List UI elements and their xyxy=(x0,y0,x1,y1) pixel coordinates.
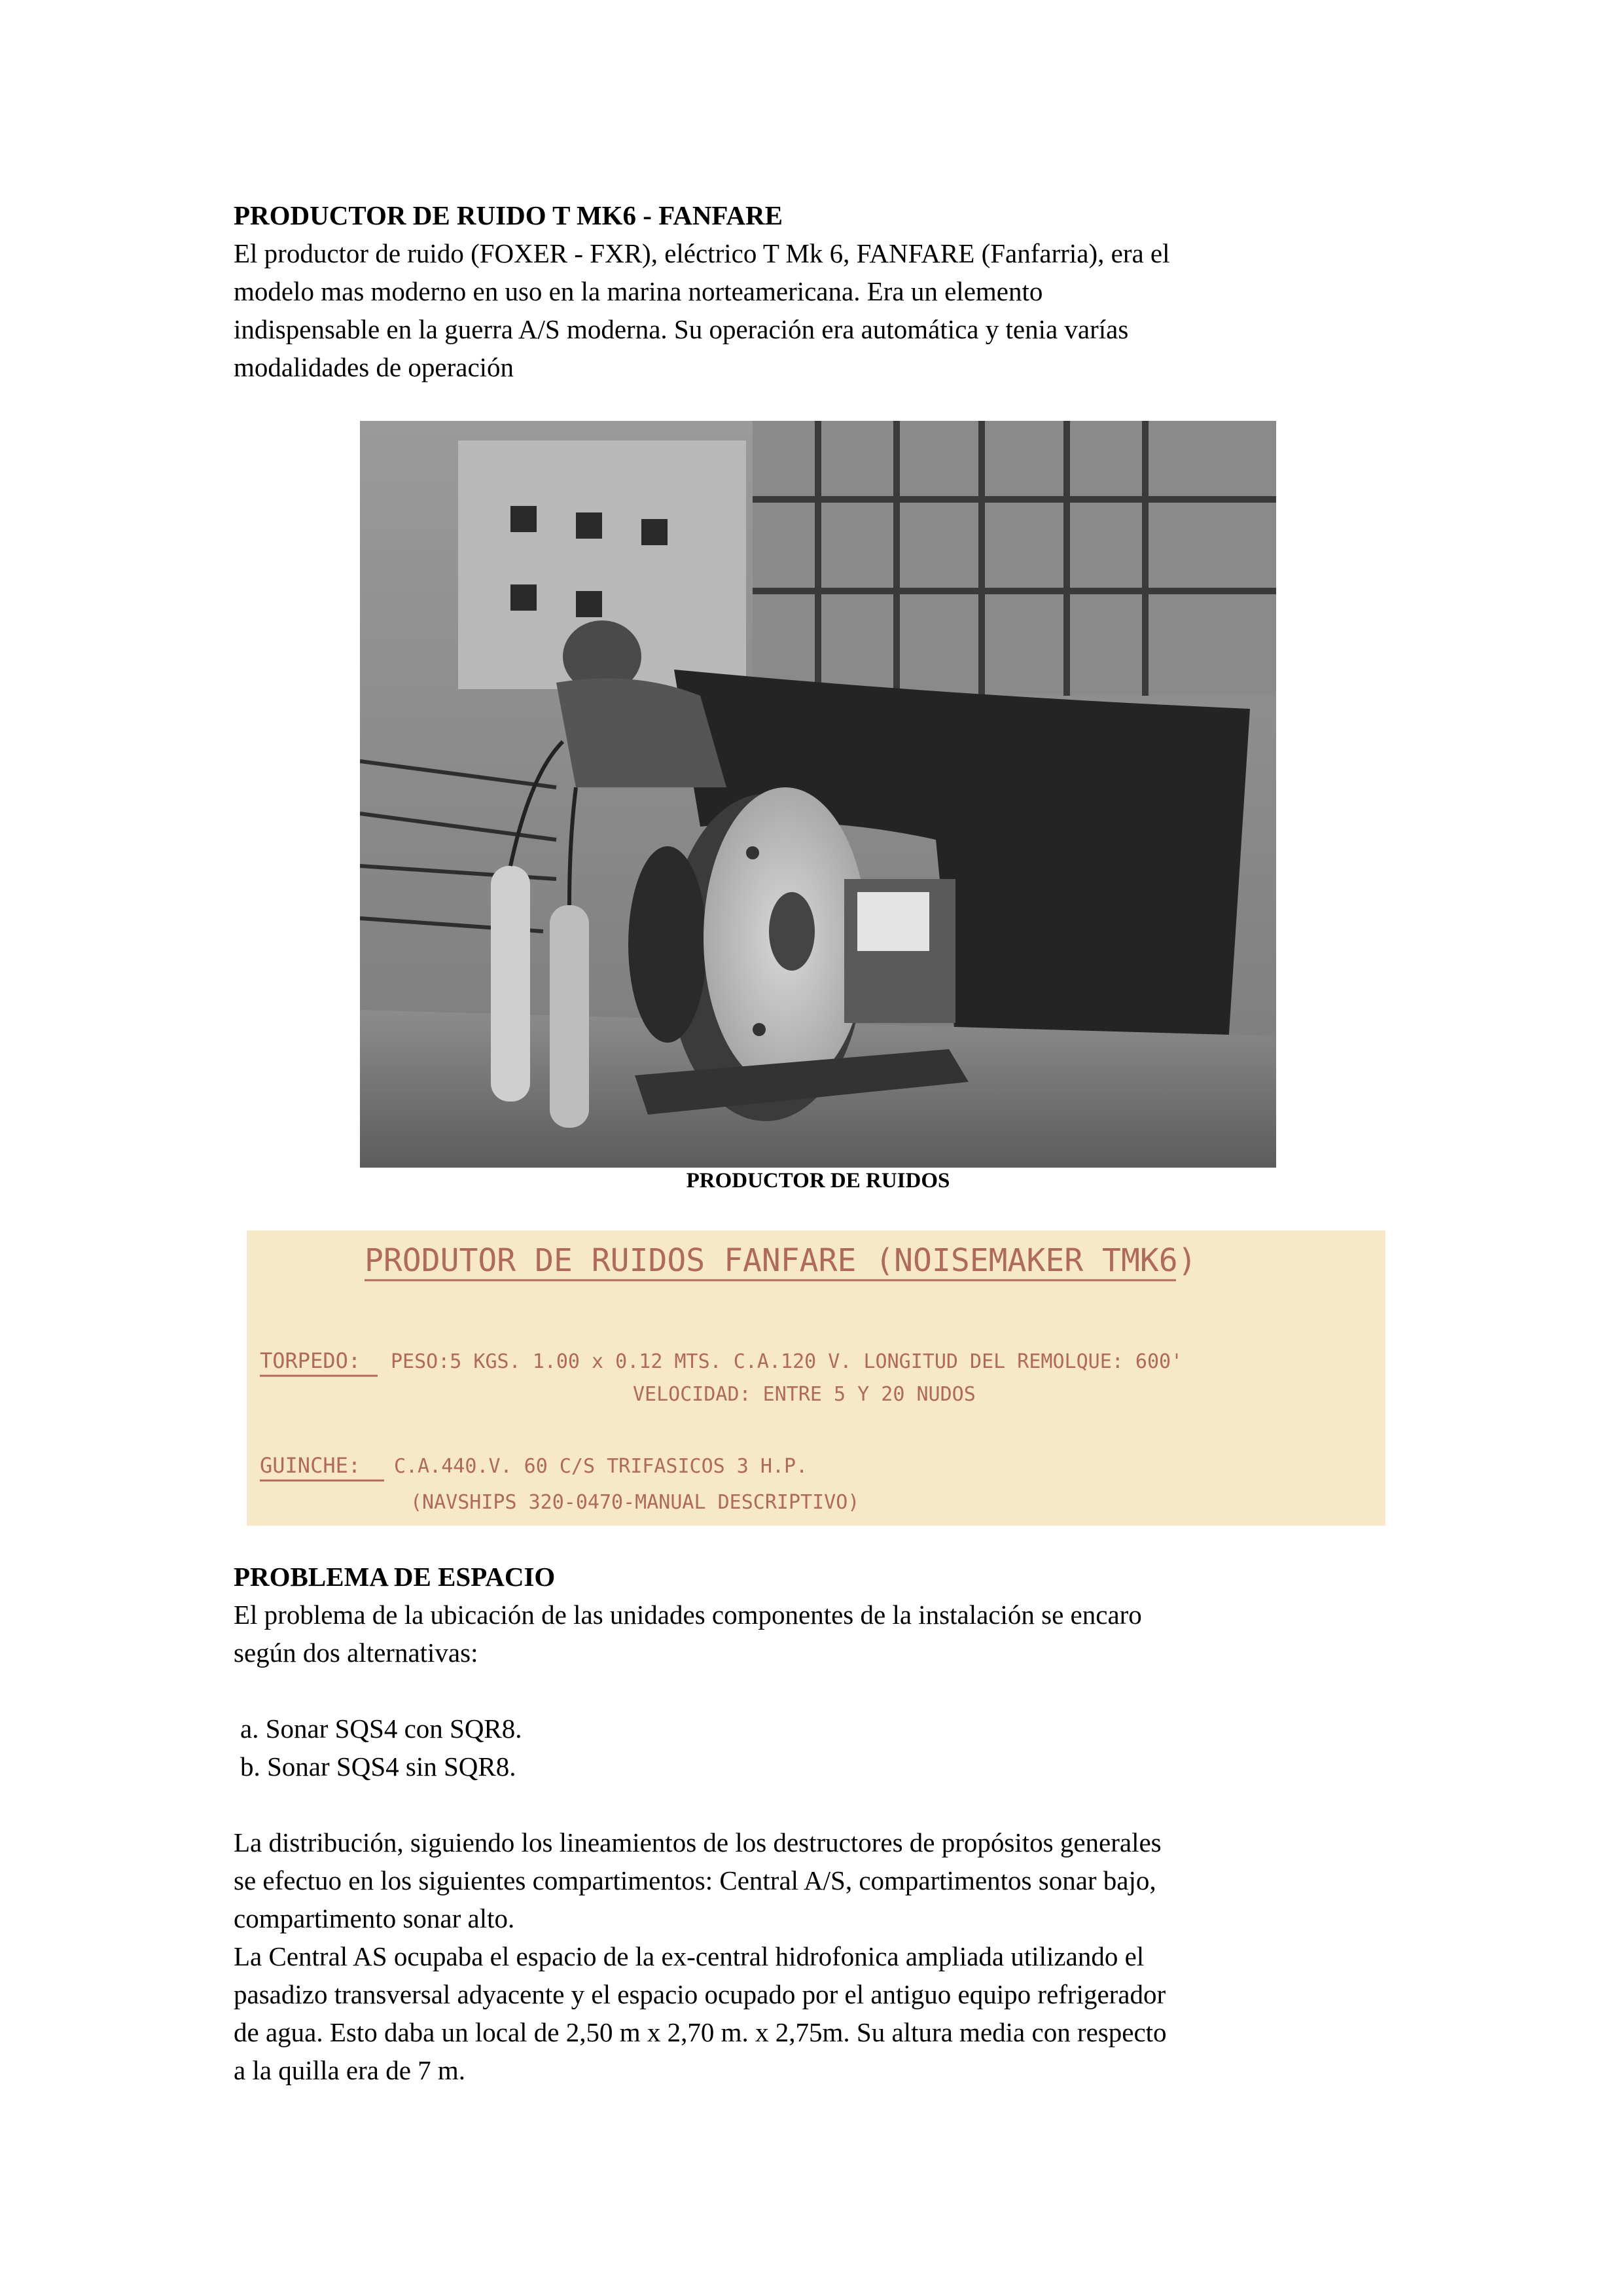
paragraph-line: indispensable en la guerra A/S moderna. Su operación era automática y tenia varías xyxy=(234,314,1129,344)
spec-card-text xyxy=(247,1230,1385,1526)
torpedo-specs: PESO:5 KGS. 1.00 x 0.12 MTS. C.A.120 V. LONGITUD DEL REMOLQUE: 600' xyxy=(391,1350,1183,1373)
options-list xyxy=(234,1710,1412,1785)
paragraph-line: según dos alternativas: xyxy=(234,1638,478,1668)
photo-illustration xyxy=(360,421,1276,1168)
list-item: b. Sonar SQS4 sin SQR8. xyxy=(240,1751,516,1782)
photo-caption: PRODUCTOR DE RUIDOS xyxy=(686,1169,950,1193)
guinche-label: GUINCHE: xyxy=(260,1453,361,1478)
noisemaker-photo xyxy=(360,421,1276,1168)
section-noisemaker xyxy=(234,196,1412,386)
section-title: PRODUCTOR DE RUIDO T MK6 - FANFARE xyxy=(234,200,783,230)
paragraph-line: La Central AS ocupaba el espacio de la ex-central hidrofonica ampliada utilizando el xyxy=(234,1941,1145,1971)
section-space-problem xyxy=(234,1558,1412,2089)
paragraph-line: de agua. Esto daba un local de 2,50 m x 2,70 m. x 2,75m. Su altura media con respecto xyxy=(234,2017,1167,2047)
paragraph-line: se efectuo en los siguientes compartimentos: Central A/S, compartimentos sonar bajo, xyxy=(234,1865,1156,1895)
paragraph-line: a la quilla era de 7 m. xyxy=(234,2055,466,2085)
section-title: PROBLEMA DE ESPACIO xyxy=(234,1562,556,1592)
torpedo-label: TORPEDO: xyxy=(260,1348,361,1373)
paragraph-line: El problema de la ubicación de las unidades componentes de la instalación se encaro xyxy=(234,1600,1142,1630)
velocidad-text: VELOCIDAD: ENTRE 5 Y 20 NUDOS xyxy=(633,1383,976,1406)
spec-card xyxy=(247,1230,1385,1526)
paragraph-line: modelo mas moderno en uso en la marina norteamericana. Era un elemento xyxy=(234,276,1043,306)
list-item: a. Sonar SQS4 con SQR8. xyxy=(240,1713,522,1744)
card-title: PRODUTOR DE RUIDOS FANFARE (NOISEMAKER TMK6) xyxy=(365,1242,1197,1279)
paragraph-line: El productor de ruido (FOXER - FXR), eléctrico T Mk 6, FANFARE (Fanfarria), era el xyxy=(234,238,1170,268)
paragraph-line: compartimento sonar alto. xyxy=(234,1903,515,1933)
paragraph-line: pasadizo transversal adyacente y el espacio ocupado por el antiguo equipo refrigerador xyxy=(234,1979,1166,2009)
reference-text: (NAVSHIPS 320-0470-MANUAL DESCRIPTIVO) xyxy=(410,1491,860,1514)
paragraph-line: La distribución, siguiendo los lineamientos de los destructores de propósitos generales xyxy=(234,1827,1162,1857)
guinche-specs: C.A.440.V. 60 C/S TRIFASICOS 3 H.P. xyxy=(394,1455,808,1478)
paragraph-line: modalidades de operación xyxy=(234,352,514,382)
